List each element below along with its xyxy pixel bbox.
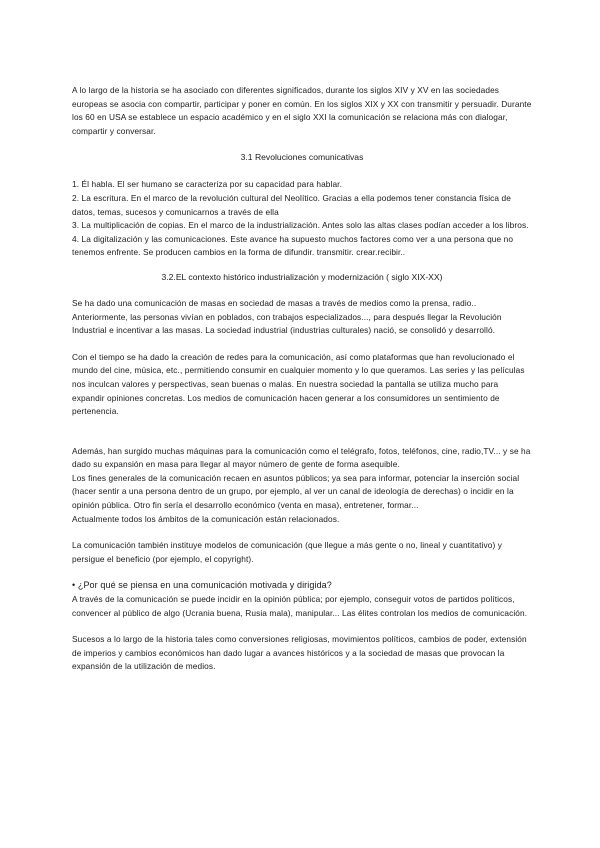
paragraph-line: Actualmente todos los ámbitos de la comunicación están relacionados.	[72, 513, 340, 524]
paragraph-redes: Con el tiempo se ha dado la creación de redes para la comunicación, así como plataformas que han revolucionado el mundo del cine, música, etc., permitiendo consumir en cualquier momento y lo que queramos. Las series y las películas nos inculcan valores y perspectivas, sean buenas o malas. En nuestra sociedad la pantalla se utiliza mucho para expandir opiniones concretas. Los medios de comunicación hacen generar a los consumidores un sentimiento de pertenencia.	[72, 351, 525, 417]
paragraph-masas	[72, 297, 532, 338]
list-item: 2. La escritura. En el marco de la revolución cultural del Neolítico. Gracias a ella podemos tener constancia física de datos, temas, sucesos y comunicarnos a través de ella	[72, 192, 511, 217]
question-bullet: • ¿Por qué se piensa en una comunicación motivada y dirigida?	[72, 580, 332, 591]
list-item: 3. La multiplicación de copias. En el marco de la industrialización. Antes solo las altas clases podían acceder a los libros.	[72, 220, 529, 231]
paragraph-sucesos: Sucesos a lo largo de la historia tales como conversiones religiosas, movimientos políticos, cambios de poder, extensión de imperios y cambios económicos han dado lugar a avances históricos y a la sociedad de masas que provocan la expansión de la utilización de medios.	[72, 634, 527, 672]
paragraph-opinion: A través de la comunicación se puede incidir en la opinión pública; por ejemplo, conseguir votos de partidos políticos, convencer al público de algo (Ucrania buena, Rusia mala), manipular... Las élites controlan los medios de comunicación.	[72, 594, 528, 618]
paragraph-line: Los fines generales de la comunicación recaen en asuntos públicos; ya sea para informar, potenciar la inserción social (hacer sentir a una persona dentro de un grupo, por ejemplo, al ver un canal de ideología de derechas) o incidir en la opinión pública. Otro fin sería el desarrollo económico (venta en masa), entretener, formar...	[72, 472, 520, 511]
section-heading-revoluciones: 3.1 Revoluciones comunicativas	[240, 152, 364, 163]
list-item: 1. Él habla. El ser humano se caracteriza por su capacidad para hablar.	[72, 179, 342, 190]
section-heading-contexto: 3.2.EL contexto histórico industrialización y modernización ( siglo XIX-XX)	[161, 271, 443, 282]
paragraph-maquinas	[72, 445, 532, 527]
document-page	[72, 84, 532, 674]
paragraph-line: Anteriormente, las personas vivían en poblados, con trabajos especializados..., para después llegar la Revolución Industrial e incentivar a las masas. La sociedad industrial (industrias culturales) nació, se consolidó y desarrolló.	[72, 311, 502, 336]
revolutions-list	[72, 178, 532, 260]
paragraph-line: Se ha dado una comunicación de masas en sociedad de masas a través de medios como la prensa, radio..	[72, 297, 477, 308]
paragraph-modelos: La comunicación también instituye modelos de comunicación (que llegue a más gente o no, lineal y cuantitativo) y persigue el beneficio (por ejemplo, el copyright).	[72, 540, 502, 564]
intro-paragraph: A lo largo de la historia se ha asociado con diferentes significados, durante los siglos XIV y XV en las sociedades europeas se asocia con compartir, participar y poner en común. En los siglos XIX y XX con transmitir y persuadir. Durante los 60 en USA se establece un espacio académico y en el siglo XXI la comunicación se relaciona más con dialogar, compartir y conversar.	[72, 85, 532, 136]
paragraph-line: Además, han surgido muchas máquinas para la comunicación como el telégrafo, fotos, teléfonos, cine, radio,TV... y se ha dado su expansión en masa para llegar al mayor número de gente de forma asequible.	[72, 445, 531, 470]
list-item: 4. La digitalización y las comunicaciones. Este avance ha supuesto muchos factores como ver a una persona que no tenemos enfrente. Se producen cambios en la forma de difundir. transmitir. crear.recibir..	[72, 233, 514, 258]
